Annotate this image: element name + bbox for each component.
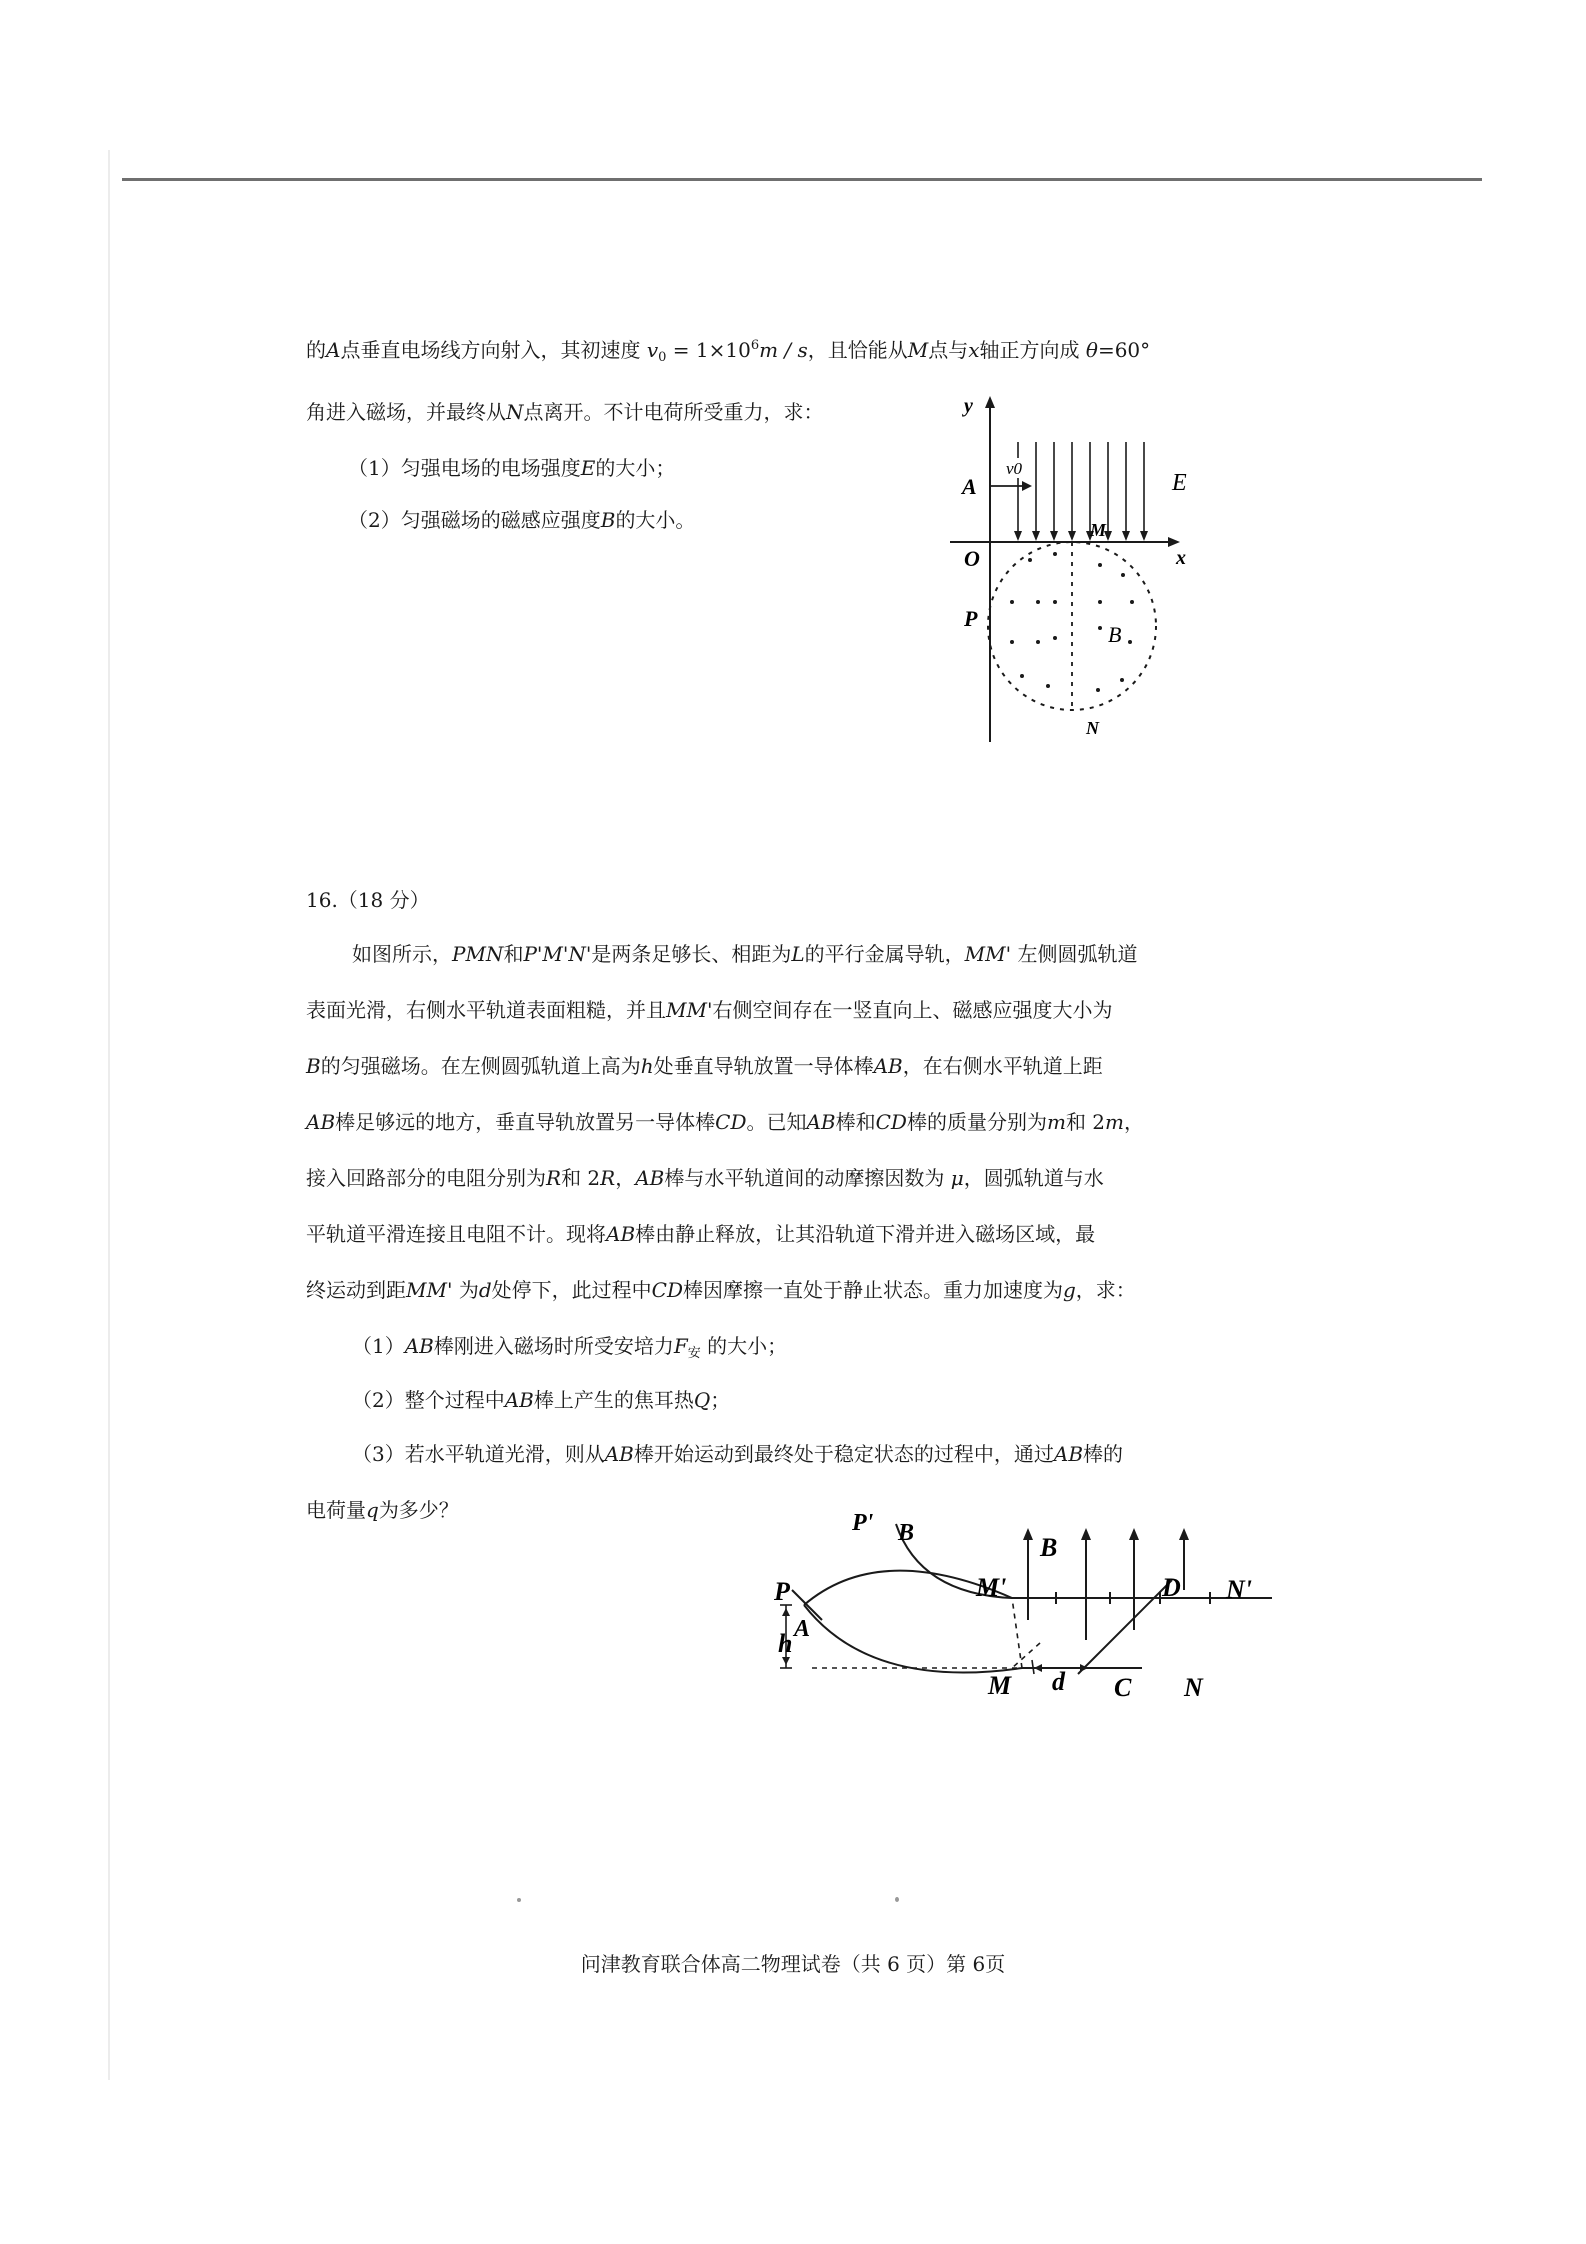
text: （2）整个过程中 bbox=[352, 1388, 505, 1412]
text: 终运动到距 bbox=[306, 1278, 406, 1302]
text: 点垂直电场线方向射入，其初速度 bbox=[340, 338, 647, 362]
label-E: E bbox=[1172, 470, 1187, 496]
subscript: 0 bbox=[658, 350, 667, 365]
text: 的大小； bbox=[700, 1334, 788, 1358]
subscript: 安 bbox=[687, 1346, 701, 1361]
text: ，且恰能从 bbox=[807, 338, 908, 362]
label-M: M bbox=[988, 1671, 1012, 1700]
text: 点与 bbox=[928, 338, 969, 362]
e-field-arrowheads bbox=[1014, 531, 1148, 541]
label-O: O bbox=[964, 546, 980, 571]
var-AB: AB bbox=[873, 1054, 903, 1078]
var-E: E bbox=[580, 456, 596, 480]
var-Q: Q bbox=[693, 1388, 711, 1412]
text: （2）匀强磁场的磁感应强度 bbox=[348, 508, 601, 532]
var-A: A bbox=[326, 338, 341, 362]
label-N: N bbox=[1184, 1673, 1203, 1700]
text: 接入回路部分的电阻分别为 bbox=[306, 1166, 546, 1190]
superscript: 6 bbox=[750, 338, 760, 353]
text: 棒足够远的地方，垂直导轨放置另一导体棒 bbox=[335, 1110, 716, 1134]
text: （1）匀强电场的电场强度 bbox=[348, 456, 581, 480]
q16-line2 bbox=[306, 996, 1112, 1024]
d-tick-left bbox=[1032, 1660, 1034, 1674]
var-R: R bbox=[546, 1166, 562, 1190]
text: 是两条足够长、相距为 bbox=[591, 942, 792, 966]
label-h: h bbox=[778, 1629, 793, 1658]
var-B: B bbox=[306, 1054, 321, 1078]
page-footer: 问津教育联合体高二物理试卷（共 6 页）第 6页 bbox=[580, 1952, 1006, 1976]
text: =60° bbox=[1097, 338, 1151, 362]
var-CD: CD bbox=[715, 1110, 747, 1134]
scan-edge bbox=[108, 150, 110, 2080]
text: 的平行金属导轨， bbox=[804, 942, 965, 966]
text: 平轨道平滑连接且电阻不计。现将 bbox=[306, 1222, 606, 1246]
text: ， bbox=[1124, 1110, 1144, 1134]
text: ，圆弧轨道与水 bbox=[963, 1166, 1104, 1190]
label-B: B bbox=[1108, 622, 1122, 647]
var-theta: θ bbox=[1085, 338, 1098, 362]
v0-arrow-icon bbox=[1022, 481, 1032, 491]
var-g: g bbox=[1062, 1278, 1076, 1302]
label-v0: v0 bbox=[1006, 459, 1023, 478]
q16-line7 bbox=[306, 1276, 1136, 1304]
label-y: y bbox=[964, 395, 973, 417]
q16-line4 bbox=[306, 1108, 1144, 1136]
text: 如图所示， bbox=[352, 942, 452, 966]
text: 的大小。 bbox=[615, 508, 696, 532]
q16-sub2 bbox=[352, 1386, 730, 1414]
text: ， bbox=[615, 1166, 636, 1190]
var-R: R bbox=[600, 1166, 616, 1190]
q15-sub2 bbox=[348, 506, 695, 534]
text: 棒上产生的焦耳热 bbox=[533, 1388, 694, 1412]
q16-sub3-cont bbox=[306, 1496, 459, 1524]
text: 右侧空间存在一竖直向上、磁感应强度大小为 bbox=[712, 998, 1113, 1022]
text: ，求： bbox=[1075, 1278, 1136, 1302]
text: 轴正方向成 bbox=[979, 338, 1086, 362]
q16-sub1 bbox=[352, 1332, 787, 1368]
label-P: P bbox=[774, 1577, 790, 1606]
text: （3）若水平轨道光滑，则从 bbox=[352, 1442, 605, 1466]
q16-line3 bbox=[306, 1052, 1103, 1080]
text: （1） bbox=[352, 1334, 405, 1358]
h-arrow-up-icon bbox=[782, 1608, 790, 1616]
header-rule bbox=[122, 178, 1482, 181]
arc-rail-lower bbox=[804, 1605, 1022, 1673]
q16-header: 16.（18 分） bbox=[306, 888, 430, 912]
text: 。已知 bbox=[746, 1110, 807, 1134]
var-MM: MM' bbox=[666, 998, 713, 1022]
var-F: F bbox=[673, 1334, 688, 1358]
var-v: v bbox=[646, 338, 659, 362]
var-CD: CD bbox=[875, 1110, 907, 1134]
var-MM: MM' bbox=[964, 942, 1012, 966]
label-x: x bbox=[1176, 547, 1186, 569]
label-B-field: B bbox=[1040, 1533, 1058, 1562]
var-m: m bbox=[1105, 1110, 1124, 1134]
label-A: A bbox=[962, 474, 977, 499]
text: 角进入磁场，并最终从 bbox=[306, 400, 506, 424]
text: 棒刚进入磁场时所受安培力 bbox=[433, 1334, 674, 1358]
var-B: B bbox=[600, 508, 616, 532]
var-mu: μ bbox=[950, 1166, 964, 1190]
text: 电荷量 bbox=[306, 1498, 366, 1522]
e-field-lines bbox=[1018, 442, 1144, 538]
label-A: A bbox=[794, 1616, 811, 1642]
q15-line2 bbox=[306, 398, 824, 426]
q16-line1 bbox=[352, 940, 1137, 968]
var-M: M bbox=[907, 338, 929, 362]
h-arrow-down-icon bbox=[782, 1657, 790, 1665]
q16-sub3 bbox=[352, 1440, 1123, 1468]
var-N: N bbox=[506, 400, 524, 424]
text: 处停下，此过程中 bbox=[491, 1278, 652, 1302]
var-AB: AB bbox=[306, 1110, 336, 1134]
var-AB: AB bbox=[504, 1388, 534, 1412]
label-N: N bbox=[1086, 718, 1099, 738]
var-MM: MM' bbox=[406, 1278, 453, 1302]
x-arrow-icon bbox=[1168, 537, 1180, 547]
q16-line6 bbox=[306, 1220, 1095, 1248]
text: 为 bbox=[452, 1278, 479, 1302]
text: 处垂直导轨放置一导体棒 bbox=[653, 1054, 874, 1078]
q15-figure bbox=[940, 390, 1240, 750]
unit: m / s bbox=[759, 338, 808, 362]
var-PMN-prime: P'M'N' bbox=[523, 942, 592, 966]
label-D: D bbox=[1162, 1573, 1181, 1602]
text: 棒由静止释放，让其沿轨道下滑并进入磁场区域，最 bbox=[635, 1222, 1096, 1246]
d-arrow-left-icon bbox=[1034, 1664, 1042, 1672]
var-AB: AB bbox=[604, 1442, 634, 1466]
dashed-diag bbox=[1012, 1643, 1040, 1668]
label-M-prime: M' bbox=[976, 1573, 1007, 1602]
text: 表面光滑，右侧水平轨道表面粗糙，并且 bbox=[306, 998, 666, 1022]
var-AB: AB bbox=[635, 1166, 665, 1190]
scan-speck bbox=[895, 1897, 899, 1902]
text: ； bbox=[710, 1388, 731, 1412]
text: ，在右侧水平轨道上距 bbox=[902, 1054, 1103, 1078]
text: 和 bbox=[503, 942, 524, 966]
var-AB: AB bbox=[404, 1334, 434, 1358]
text: 棒因摩擦一直处于静止状态。重力加速度为 bbox=[682, 1278, 1063, 1302]
dashed-MM bbox=[1012, 1598, 1022, 1668]
label-N-prime: N' bbox=[1226, 1575, 1252, 1604]
q16-line5 bbox=[306, 1164, 1104, 1192]
text: 棒的 bbox=[1083, 1442, 1124, 1466]
label-C: C bbox=[1114, 1673, 1132, 1700]
label-B-rod: B bbox=[898, 1520, 915, 1546]
var-d: d bbox=[478, 1278, 492, 1302]
text: 为多少？ bbox=[378, 1498, 459, 1522]
text: 和 2 bbox=[561, 1166, 601, 1190]
var-AB: AB bbox=[606, 1222, 636, 1246]
text: 的匀强磁场。在左侧圆弧轨道上高为 bbox=[320, 1054, 641, 1078]
text: 棒与水平轨道间的动摩擦因数为 bbox=[664, 1166, 951, 1190]
text: 棒和 bbox=[835, 1110, 876, 1134]
q15-line1 bbox=[306, 332, 1150, 372]
q16-figure bbox=[760, 1500, 1280, 1700]
label-P-prime: P' bbox=[852, 1510, 874, 1536]
var-AB: AB bbox=[806, 1110, 836, 1134]
text: 的 bbox=[306, 338, 326, 362]
text: 和 2 bbox=[1065, 1110, 1106, 1134]
var-m: m bbox=[1046, 1110, 1066, 1134]
text: = 1×10 bbox=[666, 338, 751, 362]
scan-speck bbox=[517, 1898, 521, 1902]
label-d: d bbox=[1052, 1667, 1065, 1696]
label-M: M bbox=[1090, 520, 1107, 540]
text: 左侧圆弧轨道 bbox=[1011, 942, 1138, 966]
var-L: L bbox=[791, 942, 805, 966]
var-AB: AB bbox=[1053, 1442, 1084, 1466]
var-CD: CD bbox=[651, 1278, 683, 1302]
text: 棒的质量分别为 bbox=[906, 1110, 1047, 1134]
rod-CD bbox=[1078, 1580, 1172, 1674]
text: 棒开始运动到最终处于稳定状态的过程中，通过 bbox=[633, 1442, 1054, 1466]
var-PMN: PMN bbox=[452, 942, 504, 966]
text: 点离开。不计电荷所受重力，求： bbox=[523, 400, 824, 424]
text: 的大小； bbox=[595, 456, 676, 480]
label-P: P bbox=[964, 606, 978, 631]
var-q: q bbox=[366, 1498, 379, 1522]
q15-sub1 bbox=[348, 454, 675, 482]
var-x: x bbox=[968, 338, 980, 362]
y-arrow-icon bbox=[985, 396, 995, 408]
var-h: h bbox=[640, 1054, 654, 1078]
